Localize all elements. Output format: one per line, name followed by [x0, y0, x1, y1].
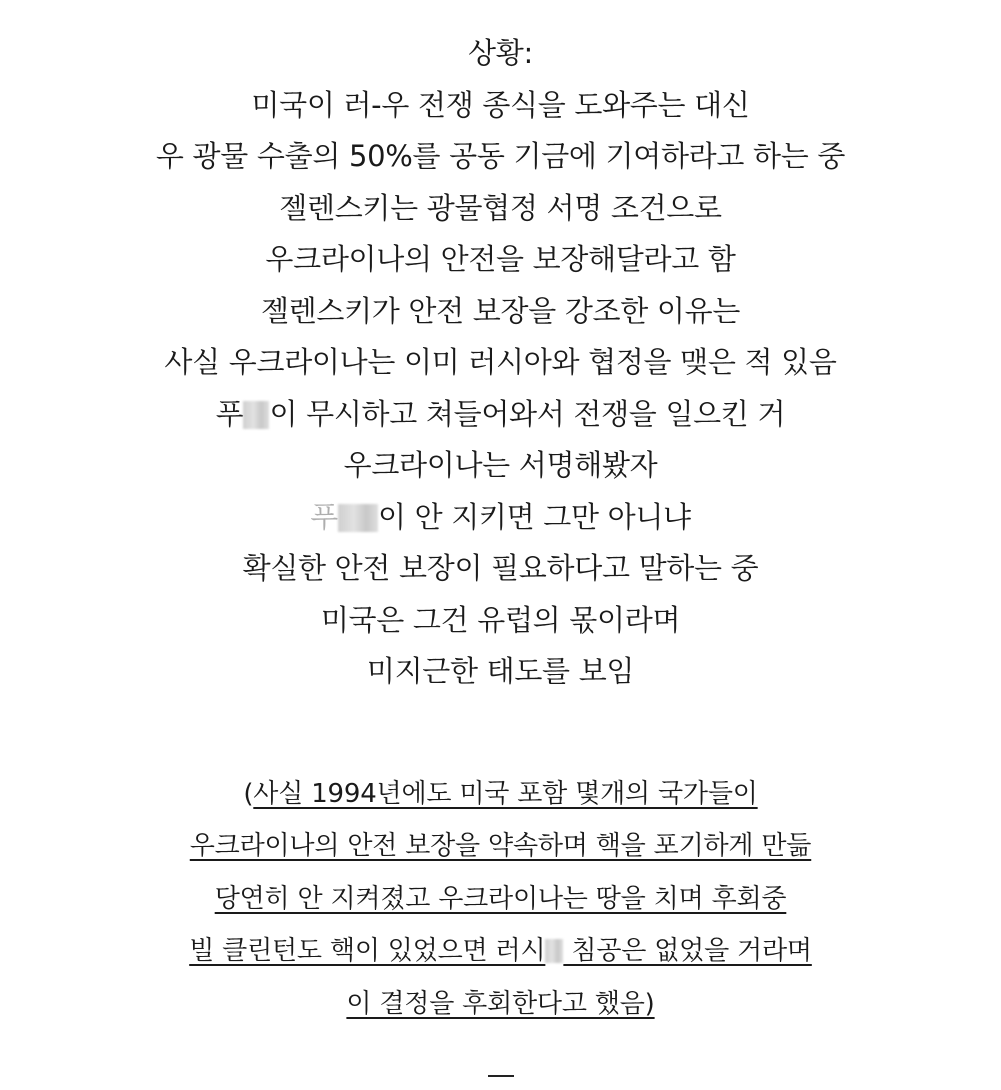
body-line: 우크라이나는 서명해봤자	[343, 448, 658, 482]
note-open-paren: (	[243, 778, 254, 809]
censor-blur	[338, 504, 378, 532]
body-line: 미국이 러-우 전쟁 종식을 도와주는 대신	[251, 87, 750, 122]
note-text: 이 결정을 후회한다고 했음)	[346, 988, 655, 1019]
note-line	[0, 873, 1001, 926]
note-line	[0, 820, 1001, 873]
censored-post: 이 무시하고 쳐들어와서 전쟁을 일으킨 거	[269, 396, 786, 431]
note-line	[0, 768, 1001, 821]
censor-blur	[243, 401, 269, 429]
body-line: 확실한 안전 보장이 필요하다고 말하는 중	[242, 551, 759, 585]
note-text: 당연히 안 지켜졌고 우크라이나는 땅을 치며 후회중	[214, 883, 787, 914]
note-line-censored	[0, 925, 1001, 978]
censor-blur	[545, 939, 563, 963]
historical-note	[0, 768, 1001, 1031]
body-line-censored	[0, 492, 1001, 544]
body-line: 미지근한 태도를 보임	[366, 654, 635, 688]
article-body	[0, 28, 1001, 1030]
body-line: 우 광물 수출의 50%를 공동 기금에 기여하라고 하는 중	[155, 139, 846, 173]
body-line: 젤렌스키는 광물협정 서명 조건으로	[279, 190, 722, 225]
note-text: 우크라이나의 안전 보장을 약속하며 핵을 포기하게 만듦	[189, 831, 812, 861]
body-line: 우크라이나의 안전을 보장해달라고 함	[265, 242, 736, 276]
note-line	[0, 978, 1001, 1031]
censored-pre: 푸	[310, 499, 338, 534]
body-line: 미국은 그건 유럽의 몫이라며	[320, 602, 681, 637]
body-line: 젤렌스키가 안전 보장을 강조한 이유는	[260, 293, 741, 328]
section-divider	[488, 1075, 514, 1077]
note-text	[189, 936, 812, 966]
censored-post: 이 안 지키면 그만 아니냐	[377, 499, 691, 534]
body-line-censored	[0, 389, 1001, 441]
body-line: 사실 우크라이나는 이미 러시아와 협정을 맺은 적 있음	[164, 345, 837, 379]
censored-pre: 푸	[215, 396, 244, 431]
note-censored-post: 침공은 없었을 거라며	[563, 936, 812, 966]
note-text: 사실 1994년에도 미국 포함 몇개의 국가들이	[253, 778, 758, 809]
paragraph-gap	[0, 698, 1001, 750]
note-censored-pre: 빌 클린턴도 핵이 있었으면 러시	[189, 936, 546, 966]
situation-heading: 상황:	[468, 36, 533, 70]
